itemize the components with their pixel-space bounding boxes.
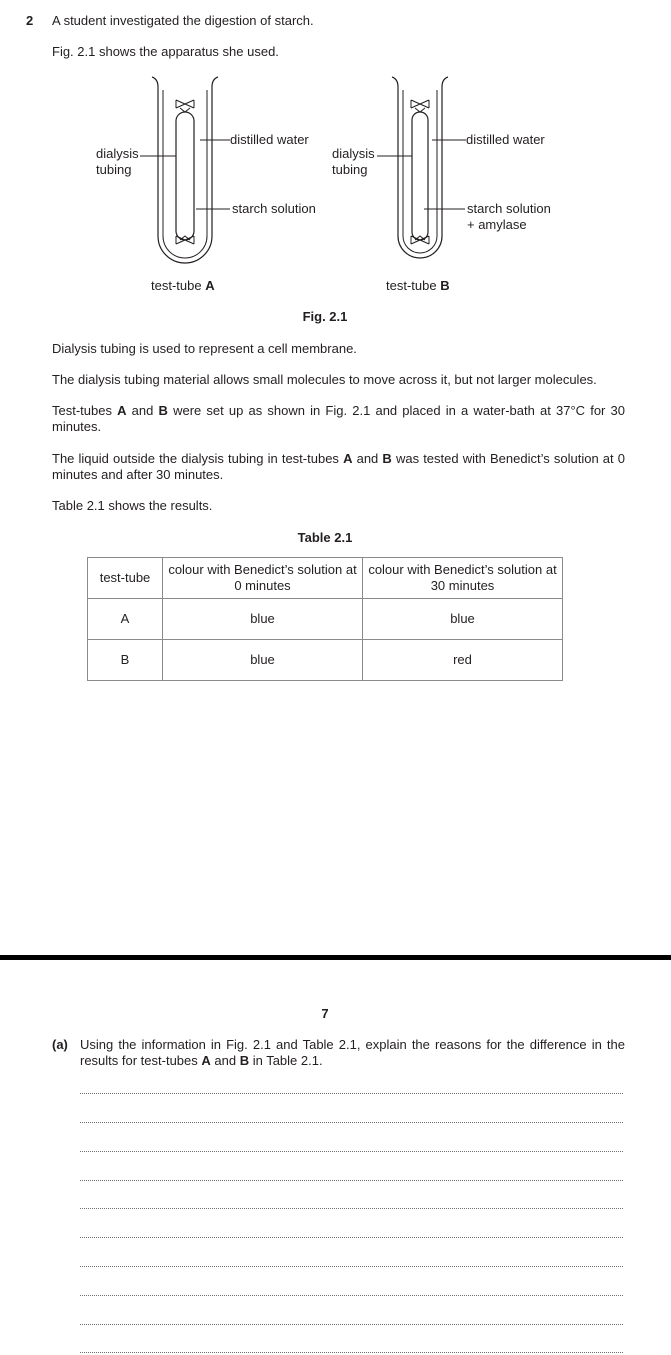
p3-text-rest: were set up as shown in Fig. 2.1 and placed in a water-bath at 37°C for 30 minutes. [52,403,625,434]
tube-a-caption-prefix: test-tube [151,278,206,293]
answer-line[interactable] [80,1122,623,1123]
table-cell-colour-30: red [363,640,563,681]
p3-text-and: and [126,403,159,418]
paragraph-benedicts-test [52,451,625,483]
tube-a-water-label: distilled water [230,132,309,147]
part-a-letter-b: B [239,1053,250,1068]
tube-b-contents-label-1: starch solution [467,201,551,216]
table-header-row [88,558,563,599]
question-number: 2 [26,13,34,28]
p4-letter-b: B [382,451,392,466]
tube-b-water-label: distilled water [466,132,545,147]
apparatus-figure [0,60,671,310]
table-row [88,640,563,681]
table-header-30-minutes: colour with Benedict’s solution at 30 minutes [363,558,563,599]
answer-line[interactable] [80,1295,623,1296]
tube-a-caption-letter: A [205,278,215,293]
paragraph-dialysis-membrane: Dialysis tubing is used to represent a cell membrane. [52,341,357,356]
table-cell-colour-30: blue [363,599,563,640]
table-header-test-tube: test-tube [88,558,163,599]
paragraph-dialysis-permeability: The dialysis tubing material allows small molecules to move across it, but not larger molecules. [52,372,597,387]
p3-letter-b: B [158,403,168,418]
tube-b-dialysis-label-1: dialysis [332,146,375,161]
table-cell-colour-0: blue [163,599,363,640]
answer-line[interactable] [80,1266,623,1267]
p4-text-rest: was tested with Benedict’s solution at 0 minutes and after 30 minutes. [52,451,626,482]
paragraph-table-reference: Table 2.1 shows the results. [52,498,213,513]
p4-text-and: and [352,451,383,466]
tube-b-dialysis-label-2: tubing [332,162,368,177]
tube-a-contents-label: starch solution [232,201,316,216]
part-a-text-1: Using the information in Fig. 2.1 and Table 2.1, explain the reasons for the difference in the results for test-tubes [80,1037,625,1068]
answer-line[interactable] [80,1208,623,1209]
tube-b-caption [386,278,450,293]
answer-line[interactable] [80,1237,623,1238]
results-table [87,557,563,681]
answer-line[interactable] [80,1093,623,1094]
p4-text-a: The liquid outside the dialysis tubing in test-tubes [52,451,344,466]
table-caption: Table 2.1 [297,530,353,545]
tube-a-dialysis-label-2: tubing [96,162,132,177]
table-cell-tube: B [88,640,163,681]
part-a-text-end: in Table 2.1. [249,1053,323,1068]
tube-b-contents-label-2: + amylase [467,217,527,232]
table-cell-colour-0: blue [163,640,363,681]
question-intro: A student investigated the digestion of starch. [52,13,314,28]
tube-a-dialysis-label-1: dialysis [96,146,139,161]
test-tube-a-diagram [140,77,230,263]
table-row [88,599,563,640]
p4-letter-a: A [343,451,353,466]
answer-line[interactable] [80,1151,623,1152]
paragraph-test-setup [52,403,625,435]
part-a-label: (a) [52,1037,68,1052]
page-number: 7 [321,1006,329,1021]
part-a-text-and: and [210,1053,240,1068]
p3-text-a: Test-tubes [52,403,118,418]
part-a-question-text [80,1037,625,1069]
table-cell-tube: A [88,599,163,640]
test-tube-b-diagram [377,77,466,258]
figure-reference-text: Fig. 2.1 shows the apparatus she used. [52,44,279,59]
answer-line[interactable] [80,1324,623,1325]
table-header-0-minutes: colour with Benedict’s solution at 0 minutes [163,558,363,599]
page-divider [0,955,671,960]
answer-line[interactable] [80,1352,623,1353]
p3-letter-a: A [117,403,127,418]
part-a-letter-a: A [201,1053,211,1068]
tube-b-caption-prefix: test-tube [386,278,441,293]
tube-b-caption-letter: B [440,278,450,293]
tube-a-caption [151,278,215,293]
figure-caption: Fig. 2.1 [302,309,348,324]
answer-line[interactable] [80,1180,623,1181]
